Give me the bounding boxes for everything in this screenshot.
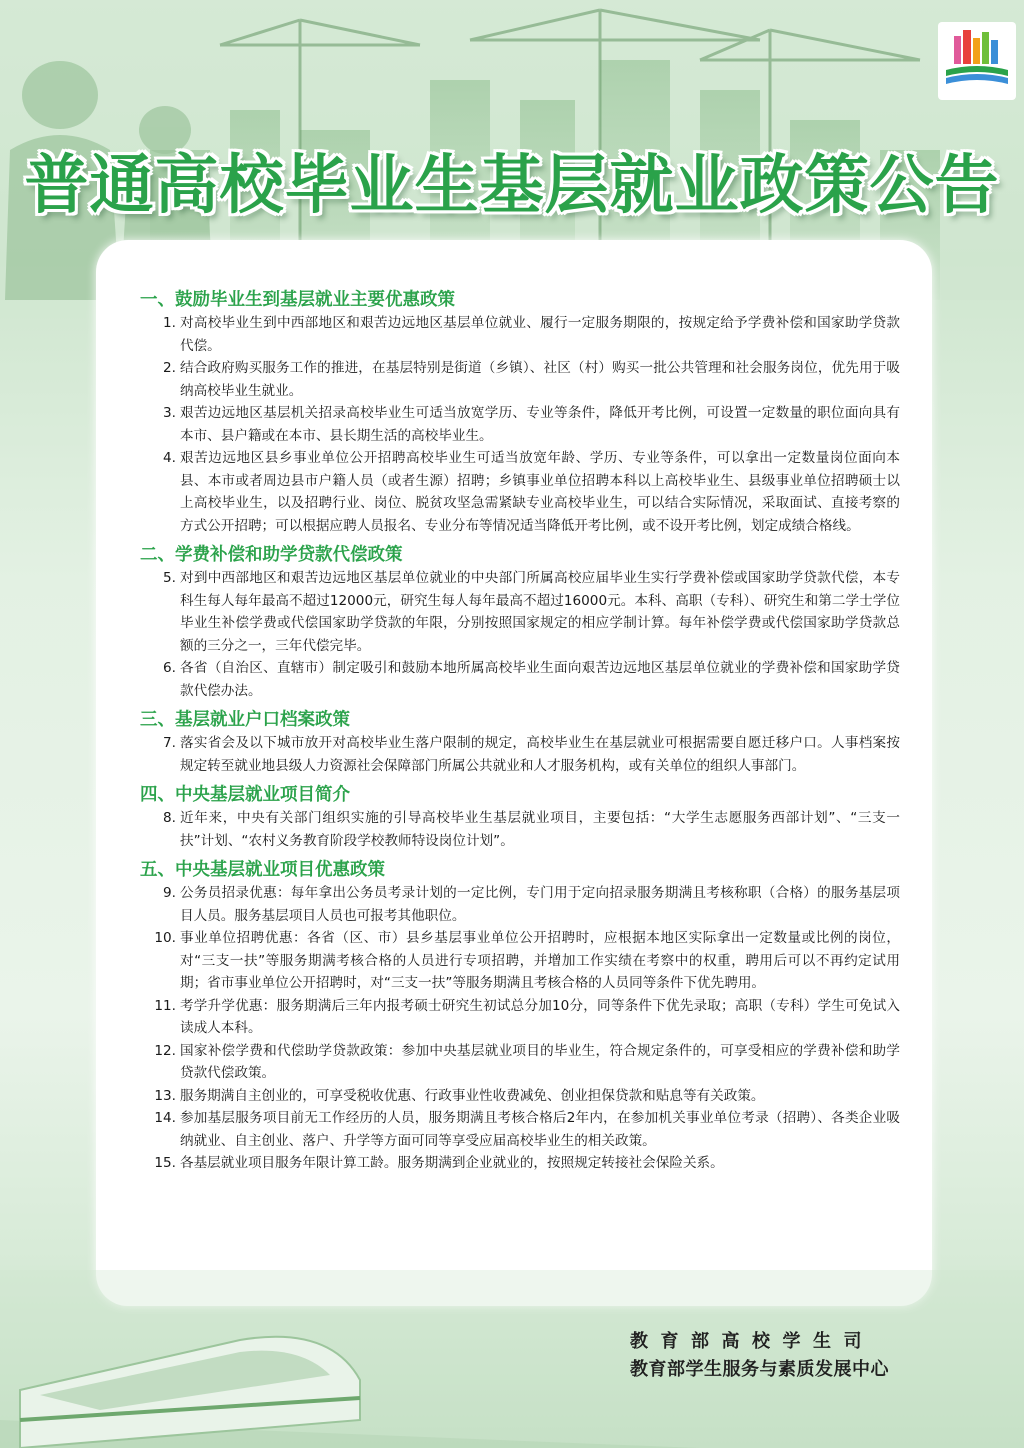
item-number: 11. [154,997,176,1014]
item-number: 2. [163,360,176,376]
list-item [140,402,900,447]
item-text: 服务期满自主创业的，可享受税收优惠、行政事业性收费减免、创业担保贷款和贴息等有关政策。 [180,1087,765,1104]
policy-section [140,288,900,537]
list-item [140,1085,900,1108]
item-number: 5. [163,570,176,586]
section-title: 五、中央基层就业项目优惠政策 [140,860,385,880]
policy-section [140,783,900,852]
item-text: 参加基层服务项目前无工作经历的人员，服务期满且考核合格后2年内，在参加机关事业单位考录（招聘）、各类企业吸纳就业、自主创业、落户、升学等方面可同等享受应届高校毕业生的相关政策。 [180,1110,900,1149]
item-number: 1. [163,315,176,331]
list-item [140,567,900,657]
logo-icon [938,22,1016,100]
section-title: 一、鼓励毕业生到基层就业主要优惠政策 [140,290,455,310]
item-number: 10. [154,930,176,946]
item-text: 考学升学优惠：服务期满后三年内报考硕士研究生初试总分加10分，同等条件下优先录取；高职（专科）学生可免试入读成人本科。 [180,997,900,1036]
item-text: 事业单位招聘优惠：各省（区、市）县乡基层事业单位公开招聘时，应根据本地区实际拿出一定数量或比例的岗位，对“三支一扶”等服务期满考核合格的人员进行专项招聘，并增加工作实绩在考察中的权重，聘用后可以不再约定试用期；省市事业单位公开招聘时，对“三支一扶”等服务期满且考核合格的人员同等条件下优先聘用。 [180,930,900,991]
section-title: 二、学费补偿和助学贷款代偿政策 [140,545,403,565]
item-number: 8. [163,810,176,826]
list-item [140,882,900,927]
item-number: 7. [163,735,176,751]
page-title: 普通高校毕业生基层就业政策公告 [24,149,1000,223]
issuer-block [630,1328,930,1384]
item-text: 各省（自治区、直辖市）制定吸引和鼓励本地所属高校毕业生面向艰苦边远地区基层单位就业的学费补偿和国家助学贷款代偿办法。 [180,660,900,699]
item-number: 13. [154,1087,176,1104]
item-number: 15. [154,1155,176,1171]
policy-section [140,708,900,777]
item-text: 国家补偿学费和代偿助学贷款政策：参加中央基层就业项目的毕业生，符合规定条件的，可享受相应的学费补偿和助学贷款代偿政策。 [180,1042,900,1081]
list-item [140,357,900,402]
item-number: 3. [163,405,176,421]
list-item [140,1040,900,1085]
item-text: 公务员招录优惠：每年拿出公务员考录计划的一定比例，专门用于定向招录服务期满且考核称职（合格）的服务基层项目人员。服务基层项目人员也可报考其他职位。 [180,885,900,924]
list-item [140,807,900,852]
policy-content [140,288,900,1181]
item-number: 9. [163,885,176,901]
item-text: 各基层就业项目服务年限计算工龄。服务期满到企业就业的，按照规定转接社会保险关系。 [180,1155,724,1171]
policy-section [140,543,900,702]
item-text: 艰苦边远地区基层机关招录高校毕业生可适当放宽学历、专业等条件，降低开考比例，可设置一定数量的职位面向具有本市、县户籍或在本市、县长期生活的高校毕业生。 [180,405,900,444]
item-text: 近年来，中央有关部门组织实施的引导高校毕业生基层就业项目，主要包括：“大学生志愿服务西部计划”、“三支一扶”计划、“农村义务教育阶段学校教师特设岗位计划”。 [180,810,900,849]
item-number: 4. [163,450,176,466]
policy-section [140,858,900,1175]
item-text: 结合政府购买服务工作的推进，在基层特别是街道（乡镇）、社区（村）购买一批公共管理和社会服务岗位，优先用于吸纳高校毕业生就业。 [180,360,900,399]
issuer-1: 教育部高校学生司 [630,1331,874,1352]
issuer-2: 教育部学生服务与素质发展中心 [630,1359,889,1380]
item-text: 对高校毕业生到中西部地区和艰苦边远地区基层单位就业、履行一定服务期限的，按规定给予学费补偿和国家助学贷款代偿。 [180,315,900,354]
item-number: 6. [163,660,176,676]
item-text: 对到中西部地区和艰苦边远地区基层单位就业的中央部门所属高校应届毕业生实行学费补偿或国家助学贷款代偿，本专科生每人每年最高不超过12000元，研究生每人每年最高不超过16000元。本科、高职（专科）、研究生和第二学士学位毕业生补偿学费或代偿国家助学贷款的年限，分别按照国家规定的相应学制计算。每年补偿学费或代偿国家助学贷款总额的三分之一，三年代偿完毕。 [180,570,900,654]
list-item [140,447,900,537]
list-item [140,732,900,777]
list-item [140,1152,900,1175]
list-item [140,995,900,1040]
list-item [140,312,900,357]
list-item [140,927,900,995]
item-number: 12. [154,1042,176,1059]
list-item [140,1107,900,1152]
section-title: 三、基层就业户口档案政策 [140,710,350,730]
item-text: 落实省会及以下城市放开对高校毕业生落户限制的规定，高校毕业生在基层就业可根据需要自愿迁移户口。人事档案按规定转至就业地县级人力资源社会保障部门所属公共就业和人才服务机构，或有关单位的组织人事部门。 [180,735,900,774]
section-title: 四、中央基层就业项目简介 [140,785,350,805]
item-number: 14. [154,1110,176,1126]
list-item [140,657,900,702]
item-text: 艰苦边远地区县乡事业单位公开招聘高校毕业生可适当放宽年龄、学历、专业等条件，可以拿出一定数量岗位面向本县、本市或者周边县市户籍人员（或者生源）招聘；乡镇事业单位招聘本科以上高校毕业生、县级事业单位招聘硕士以上高校毕业生，以及招聘行业、岗位、脱贫攻坚急需紧缺专业高校毕业生，可以结合实际情况，采取面试、直接考察的方式公开招聘；可以根据应聘人员报名、专业分布等情况适当降低开考比例，或不设开考比例，划定成绩合格线。 [180,450,900,534]
city-buildings-logo [938,22,1016,100]
